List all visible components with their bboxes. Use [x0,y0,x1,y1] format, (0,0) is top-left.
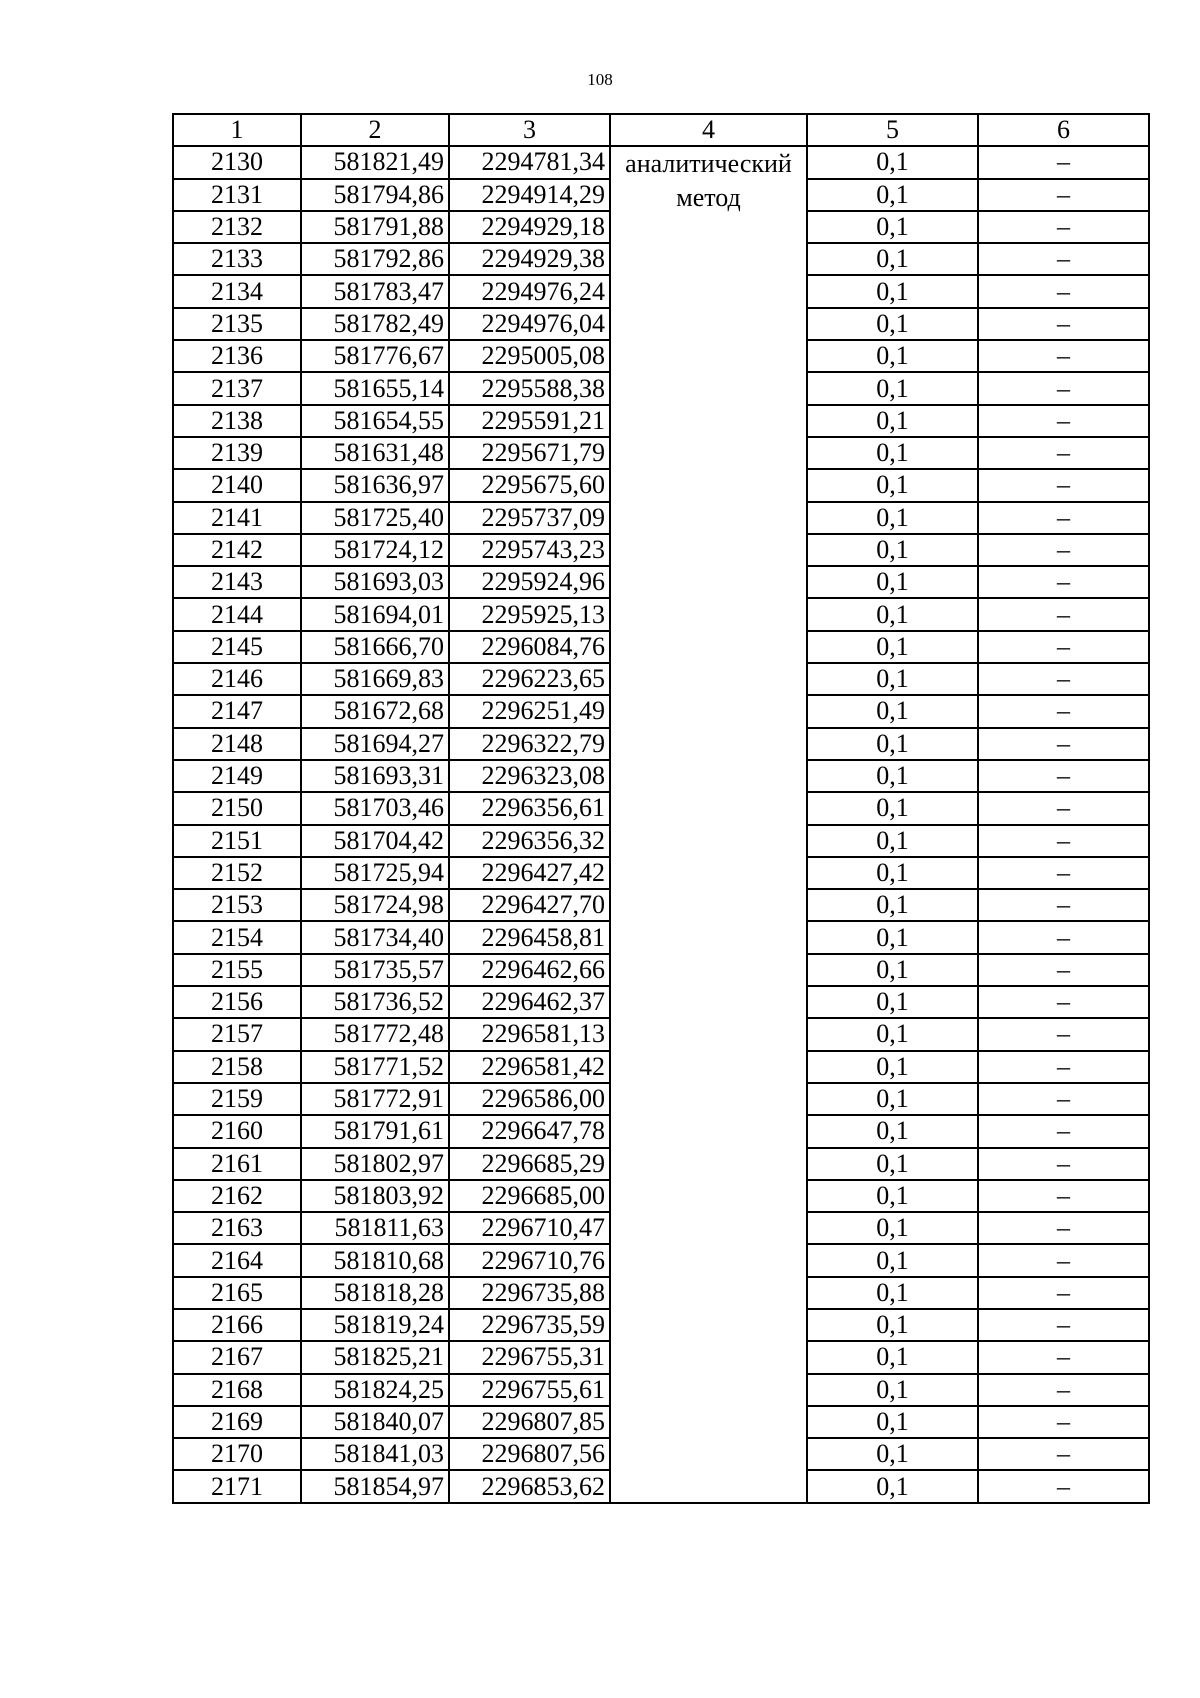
point-number-cell: 2158 [173,1051,301,1083]
note-cell: – [978,1406,1149,1438]
accuracy-cell: 0,1 [807,1470,978,1502]
x-coordinate-cell: 581802,97 [301,1148,449,1180]
point-number-cell: 2162 [173,1180,301,1212]
accuracy-cell: 0,1 [807,502,978,534]
accuracy-cell: 0,1 [807,437,978,469]
note-cell: – [978,469,1149,501]
y-coordinate-cell: 2295675,60 [449,469,610,501]
x-coordinate-cell: 581703,46 [301,792,449,824]
point-number-cell: 2150 [173,792,301,824]
x-coordinate-cell: 581724,98 [301,889,449,921]
x-coordinate-cell: 581854,97 [301,1470,449,1502]
y-coordinate-cell: 2296356,32 [449,825,610,857]
x-coordinate-cell: 581841,03 [301,1438,449,1470]
y-coordinate-cell: 2295743,23 [449,534,610,566]
y-coordinate-cell: 2296755,31 [449,1341,610,1373]
y-coordinate-cell: 2295737,09 [449,502,610,534]
y-coordinate-cell: 2294929,18 [449,211,610,243]
note-cell: – [978,695,1149,727]
point-number-cell: 2130 [173,146,301,178]
y-coordinate-cell: 2296462,66 [449,954,610,986]
y-coordinate-cell: 2296735,59 [449,1309,610,1341]
accuracy-cell: 0,1 [807,1277,978,1309]
note-cell: – [978,1018,1149,1050]
y-coordinate-cell: 2296853,62 [449,1470,610,1502]
y-coordinate-cell: 2294976,24 [449,275,610,307]
point-number-cell: 2159 [173,1083,301,1115]
note-cell: – [978,179,1149,211]
y-coordinate-cell: 2296807,56 [449,1438,610,1470]
y-coordinate-cell: 2296223,65 [449,663,610,695]
accuracy-cell: 0,1 [807,889,978,921]
x-coordinate-cell: 581735,57 [301,954,449,986]
y-coordinate-cell: 2296084,76 [449,631,610,663]
column-header: 3 [449,114,610,146]
column-header: 2 [301,114,449,146]
note-cell: – [978,437,1149,469]
x-coordinate-cell: 581840,07 [301,1406,449,1438]
table-header-row [173,114,1149,146]
x-coordinate-cell: 581803,92 [301,1180,449,1212]
note-cell: – [978,825,1149,857]
accuracy-cell: 0,1 [807,760,978,792]
note-cell: – [978,405,1149,437]
accuracy-cell: 0,1 [807,954,978,986]
accuracy-cell: 0,1 [807,211,978,243]
accuracy-cell: 0,1 [807,695,978,727]
note-cell: – [978,1438,1149,1470]
x-coordinate-cell: 581672,68 [301,695,449,727]
x-coordinate-cell: 581694,01 [301,598,449,630]
point-number-cell: 2151 [173,825,301,857]
accuracy-cell: 0,1 [807,1309,978,1341]
note-cell: – [978,340,1149,372]
x-coordinate-cell: 581772,48 [301,1018,449,1050]
y-coordinate-cell: 2295925,13 [449,598,610,630]
accuracy-cell: 0,1 [807,243,978,275]
method-cell: аналитический метод [610,146,807,1502]
x-coordinate-cell: 581724,12 [301,534,449,566]
y-coordinate-cell: 2296807,85 [449,1406,610,1438]
point-number-cell: 2166 [173,1309,301,1341]
x-coordinate-cell: 581819,24 [301,1309,449,1341]
x-coordinate-cell: 581654,55 [301,405,449,437]
point-number-cell: 2160 [173,1115,301,1147]
note-cell: – [978,631,1149,663]
x-coordinate-cell: 581669,83 [301,663,449,695]
y-coordinate-cell: 2295005,08 [449,340,610,372]
y-coordinate-cell: 2295924,96 [449,566,610,598]
y-coordinate-cell: 2294914,29 [449,179,610,211]
point-number-cell: 2144 [173,598,301,630]
point-number-cell: 2142 [173,534,301,566]
note-cell: – [978,372,1149,404]
point-number-cell: 2153 [173,889,301,921]
point-number-cell: 2138 [173,405,301,437]
note-cell: – [978,986,1149,1018]
y-coordinate-cell: 2296735,88 [449,1277,610,1309]
note-cell: – [978,502,1149,534]
point-number-cell: 2146 [173,663,301,695]
point-number-cell: 2140 [173,469,301,501]
point-number-cell: 2135 [173,308,301,340]
x-coordinate-cell: 581734,40 [301,921,449,953]
note-cell: – [978,1244,1149,1276]
accuracy-cell: 0,1 [807,1438,978,1470]
point-number-cell: 2134 [173,275,301,307]
point-number-cell: 2155 [173,954,301,986]
point-number-cell: 2139 [173,437,301,469]
accuracy-cell: 0,1 [807,405,978,437]
column-header: 4 [610,114,807,146]
note-cell: – [978,1180,1149,1212]
accuracy-cell: 0,1 [807,598,978,630]
note-cell: – [978,954,1149,986]
y-coordinate-cell: 2295671,79 [449,437,610,469]
y-coordinate-cell: 2296581,13 [449,1018,610,1050]
accuracy-cell: 0,1 [807,631,978,663]
accuracy-cell: 0,1 [807,340,978,372]
accuracy-cell: 0,1 [807,179,978,211]
x-coordinate-cell: 581694,27 [301,728,449,760]
accuracy-cell: 0,1 [807,1406,978,1438]
note-cell: – [978,1309,1149,1341]
y-coordinate-cell: 2295591,21 [449,405,610,437]
point-number-cell: 2147 [173,695,301,727]
x-coordinate-cell: 581693,31 [301,760,449,792]
column-header: 5 [807,114,978,146]
note-cell: – [978,1083,1149,1115]
note-cell: – [978,1277,1149,1309]
y-coordinate-cell: 2296710,47 [449,1212,610,1244]
note-cell: – [978,921,1149,953]
point-number-cell: 2170 [173,1438,301,1470]
x-coordinate-cell: 581794,86 [301,179,449,211]
x-coordinate-cell: 581636,97 [301,469,449,501]
x-coordinate-cell: 581791,88 [301,211,449,243]
point-number-cell: 2168 [173,1374,301,1406]
y-coordinate-cell: 2296458,81 [449,921,610,953]
note-cell: – [978,146,1149,178]
note-cell: – [978,889,1149,921]
y-coordinate-cell: 2296322,79 [449,728,610,760]
point-number-cell: 2152 [173,857,301,889]
y-coordinate-cell: 2296581,42 [449,1051,610,1083]
point-number-cell: 2164 [173,1244,301,1276]
note-cell: – [978,275,1149,307]
note-cell: – [978,728,1149,760]
y-coordinate-cell: 2296710,76 [449,1244,610,1276]
y-coordinate-cell: 2294976,04 [449,308,610,340]
x-coordinate-cell: 581655,14 [301,372,449,404]
note-cell: – [978,211,1149,243]
x-coordinate-cell: 581666,70 [301,631,449,663]
accuracy-cell: 0,1 [807,308,978,340]
x-coordinate-cell: 581704,42 [301,825,449,857]
accuracy-cell: 0,1 [807,857,978,889]
note-cell: – [978,534,1149,566]
point-number-cell: 2157 [173,1018,301,1050]
note-cell: – [978,1212,1149,1244]
note-cell: – [978,1470,1149,1502]
x-coordinate-cell: 581791,61 [301,1115,449,1147]
column-header: 6 [978,114,1149,146]
y-coordinate-cell: 2296251,49 [449,695,610,727]
point-number-cell: 2136 [173,340,301,372]
point-number-cell: 2145 [173,631,301,663]
accuracy-cell: 0,1 [807,728,978,760]
y-coordinate-cell: 2296647,78 [449,1115,610,1147]
y-coordinate-cell: 2296427,70 [449,889,610,921]
note-cell: – [978,760,1149,792]
accuracy-cell: 0,1 [807,1018,978,1050]
accuracy-cell: 0,1 [807,1148,978,1180]
x-coordinate-cell: 581736,52 [301,986,449,1018]
accuracy-cell: 0,1 [807,1051,978,1083]
point-number-cell: 2133 [173,243,301,275]
x-coordinate-cell: 581783,47 [301,275,449,307]
point-number-cell: 2149 [173,760,301,792]
accuracy-cell: 0,1 [807,1244,978,1276]
y-coordinate-cell: 2296323,08 [449,760,610,792]
accuracy-cell: 0,1 [807,146,978,178]
accuracy-cell: 0,1 [807,275,978,307]
note-cell: – [978,566,1149,598]
point-number-cell: 2161 [173,1148,301,1180]
note-cell: – [978,308,1149,340]
x-coordinate-cell: 581824,25 [301,1374,449,1406]
note-cell: – [978,663,1149,695]
x-coordinate-cell: 581771,52 [301,1051,449,1083]
x-coordinate-cell: 581782,49 [301,308,449,340]
x-coordinate-cell: 581725,94 [301,857,449,889]
x-coordinate-cell: 581776,67 [301,340,449,372]
point-number-cell: 2131 [173,179,301,211]
y-coordinate-cell: 2295588,38 [449,372,610,404]
page-number: 108 [587,70,613,89]
accuracy-cell: 0,1 [807,1374,978,1406]
accuracy-cell: 0,1 [807,1341,978,1373]
accuracy-cell: 0,1 [807,1180,978,1212]
point-number-cell: 2148 [173,728,301,760]
x-coordinate-cell: 581811,63 [301,1212,449,1244]
x-coordinate-cell: 581631,48 [301,437,449,469]
point-number-cell: 2171 [173,1470,301,1502]
accuracy-cell: 0,1 [807,825,978,857]
y-coordinate-cell: 2296685,00 [449,1180,610,1212]
note-cell: – [978,598,1149,630]
note-cell: – [978,792,1149,824]
y-coordinate-cell: 2294781,34 [449,146,610,178]
x-coordinate-cell: 581693,03 [301,566,449,598]
x-coordinate-cell: 581825,21 [301,1341,449,1373]
point-number-cell: 2169 [173,1406,301,1438]
accuracy-cell: 0,1 [807,1212,978,1244]
note-cell: – [978,1148,1149,1180]
point-number-cell: 2154 [173,921,301,953]
accuracy-cell: 0,1 [807,566,978,598]
point-number-cell: 2156 [173,986,301,1018]
accuracy-cell: 0,1 [807,921,978,953]
note-cell: – [978,1341,1149,1373]
point-number-cell: 2141 [173,502,301,534]
y-coordinate-cell: 2296755,61 [449,1374,610,1406]
note-cell: – [978,243,1149,275]
accuracy-cell: 0,1 [807,469,978,501]
note-cell: – [978,1115,1149,1147]
accuracy-cell: 0,1 [807,792,978,824]
y-coordinate-cell: 2296427,42 [449,857,610,889]
y-coordinate-cell: 2296462,37 [449,986,610,1018]
x-coordinate-cell: 581792,86 [301,243,449,275]
accuracy-cell: 0,1 [807,986,978,1018]
column-header: 1 [173,114,301,146]
table-row [173,146,1149,178]
note-cell: – [978,1051,1149,1083]
accuracy-cell: 0,1 [807,663,978,695]
accuracy-cell: 0,1 [807,534,978,566]
note-cell: – [978,1374,1149,1406]
accuracy-cell: 0,1 [807,372,978,404]
accuracy-cell: 0,1 [807,1083,978,1115]
y-coordinate-cell: 2296586,00 [449,1083,610,1115]
y-coordinate-cell: 2296685,29 [449,1148,610,1180]
point-number-cell: 2163 [173,1212,301,1244]
x-coordinate-cell: 581725,40 [301,502,449,534]
accuracy-cell: 0,1 [807,1115,978,1147]
x-coordinate-cell: 581810,68 [301,1244,449,1276]
y-coordinate-cell: 2296356,61 [449,792,610,824]
x-coordinate-cell: 581821,49 [301,146,449,178]
point-number-cell: 2167 [173,1341,301,1373]
point-number-cell: 2143 [173,566,301,598]
y-coordinate-cell: 2294929,38 [449,243,610,275]
table-body [173,114,1149,1503]
x-coordinate-cell: 581772,91 [301,1083,449,1115]
point-number-cell: 2165 [173,1277,301,1309]
note-cell: – [978,857,1149,889]
x-coordinate-cell: 581818,28 [301,1277,449,1309]
point-number-cell: 2137 [173,372,301,404]
coordinates-table [172,113,1150,1504]
point-number-cell: 2132 [173,211,301,243]
